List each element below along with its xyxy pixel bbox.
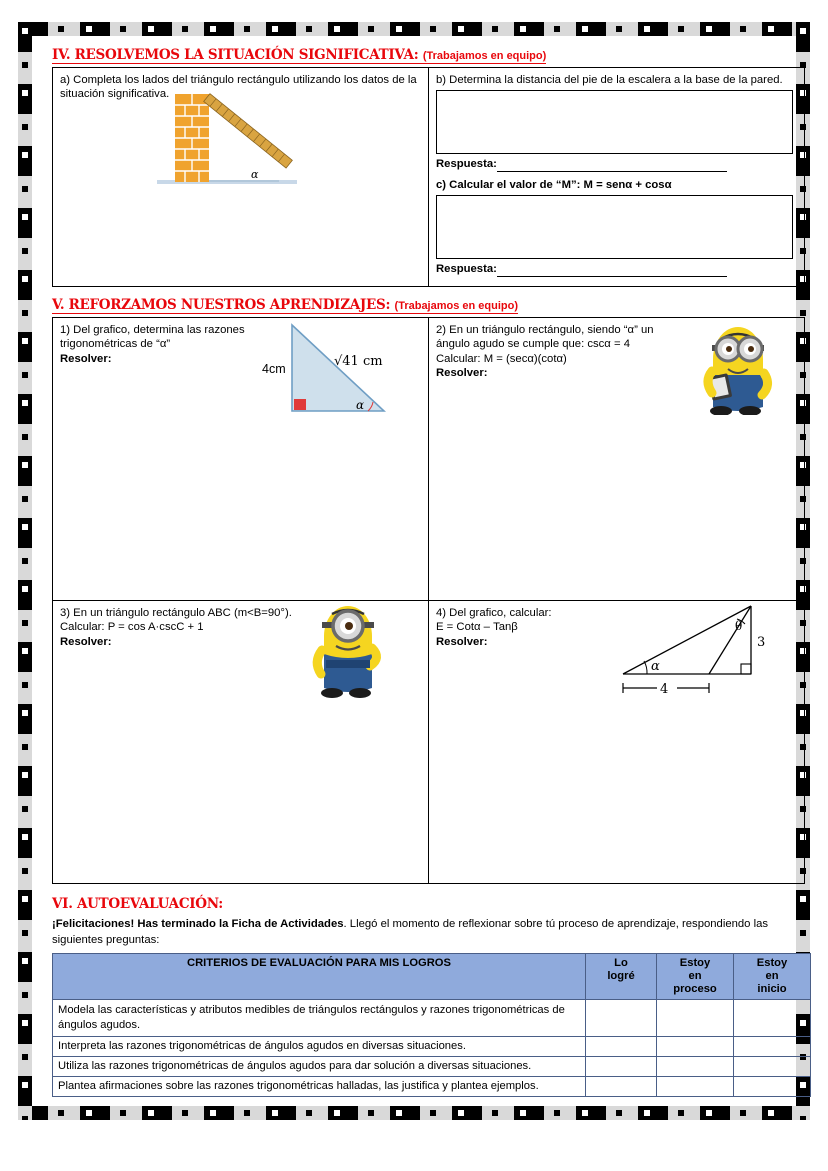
right-triangle-diagram: [260, 319, 412, 427]
exercise-3-line1: 3) En un triángulo rectángulo ABC (m<B=90°).: [60, 606, 292, 619]
criterion-4-inicio-cell[interactable]: [734, 1076, 811, 1096]
proceso-header-line2: en: [688, 970, 702, 982]
item-c-text: c) Calcular el valor de “M”: M = senα + cosα: [436, 178, 672, 191]
triangle-cevian-diagram: [611, 602, 786, 702]
answer-box-c[interactable]: [436, 195, 793, 259]
leg-label: 4cm: [262, 361, 286, 376]
inicio-header: [734, 953, 811, 999]
right-angle-marker: [294, 399, 306, 410]
logre-header-line1: Lo: [614, 956, 628, 969]
respuesta-c-label: Respuesta:: [436, 263, 497, 276]
proceso-header-line3: proceso: [673, 983, 717, 996]
criterion-1-logre-cell[interactable]: [586, 999, 657, 1036]
answer-box-b[interactable]: [436, 90, 793, 154]
respuesta-c-line[interactable]: [497, 265, 727, 277]
exercise-2-line2: Calcular: M = (secα)(cotα): [436, 352, 567, 365]
table-row: [53, 317, 805, 600]
ladder-figure: [147, 82, 307, 196]
section-vi-heading: [52, 896, 223, 912]
exercise-1-figure: [260, 319, 412, 431]
criterion-2-inicio-cell[interactable]: [734, 1036, 811, 1056]
table-header-row: [53, 953, 811, 999]
section-iv-heading: [52, 47, 546, 64]
cell-exercise-4: [429, 600, 805, 883]
exercise-2-minion: [688, 319, 780, 419]
criterion-2: Interpreta las razones trigonométricas de ángulos agudos en diversas situaciones.: [53, 1036, 586, 1056]
cell-exercise-3: [53, 600, 429, 883]
cell-exercise-2: [429, 317, 805, 600]
table-row: [53, 68, 805, 287]
inicio-header-line1: Estoy: [756, 956, 788, 969]
exercise-4-line2: E = Cotα – Tanβ: [436, 621, 518, 634]
criterion-4-logre-cell[interactable]: [586, 1076, 657, 1096]
item-a-text: a) Completa los lados del triángulo rectángulo utilizando los datos de la situación significativa.: [60, 74, 417, 101]
worksheet-content: [52, 46, 788, 1097]
border-bottom: [18, 1106, 810, 1120]
table-row: [53, 1036, 811, 1056]
section-v-table: [52, 317, 805, 884]
minion-with-clipboard-icon: [688, 319, 780, 415]
cell-exercise-1: [53, 317, 429, 600]
exercise-3-resolver: Resolver:: [60, 635, 112, 648]
alpha-label: α: [651, 658, 660, 674]
table-row: [53, 600, 805, 883]
hypotenuse-label: √41 cm: [334, 353, 383, 369]
section-vi-title: VI. AUTOEVALUACIÓN:: [52, 895, 223, 912]
brick-wall-icon: [175, 94, 209, 182]
section-v-subtitle: (Trabajamos en equipo): [394, 299, 519, 312]
respuesta-b: [436, 157, 797, 171]
side-3-label: 3: [757, 634, 766, 650]
proceso-header: [657, 953, 734, 999]
criterion-3-logre-cell[interactable]: [586, 1056, 657, 1076]
exercise-4-line1: 4) Del grafico, calcular:: [436, 606, 552, 619]
exercise-1-text: 1) Del grafico, determina las razones trigonométricas de “α”: [60, 323, 245, 351]
criteria-header: CRITERIOS DE EVALUACIÓN PARA MIS LOGROS: [53, 953, 586, 999]
criterion-3: Utiliza las razones trigonométricas de ángulos agudos para dar solución a diversas situaciones.: [53, 1056, 586, 1076]
criterion-3-inicio-cell[interactable]: [734, 1056, 811, 1076]
criterion-2-logre-cell[interactable]: [586, 1036, 657, 1056]
base-4-label: 4: [660, 681, 669, 697]
exercise-1-resolver: Resolver:: [60, 352, 112, 365]
section-iv-table: [52, 67, 805, 287]
cell-item-a: [53, 68, 429, 287]
section-v-title: V. REFORZAMOS NUESTROS APRENDIZAJES:: [52, 296, 391, 313]
inicio-header-line3: inicio: [757, 983, 787, 996]
ladder-icon: [204, 94, 293, 168]
exercise-3-minion: [300, 600, 392, 704]
exercise-2-resolver: Resolver:: [436, 367, 488, 380]
exercise-4-resolver: Resolver:: [436, 635, 488, 648]
criterion-3-proceso-cell[interactable]: [657, 1056, 734, 1076]
exercise-2-line1: 2) En un triángulo rectángulo, siendo “α” un ángulo agudo se cumple que: cscα = 4: [436, 323, 654, 351]
table-row: [53, 999, 811, 1036]
logre-header: [586, 953, 657, 999]
criterion-1: Modela las características y atributos medibles de triángulos rectángulos y razones trigonométricas de ángulos agudos.: [53, 999, 586, 1036]
ladder-angle-label: α: [251, 168, 259, 181]
exercise-3-line2: Calcular: P = cos A·cscC + 1: [60, 621, 204, 634]
criterion-4: Plantea afirmaciones sobre las razones trigonométricas halladas, las justifica y plantea ejemplos.: [53, 1076, 586, 1096]
logre-header-line2: logré: [607, 970, 635, 982]
proceso-header-line1: Estoy: [679, 956, 711, 969]
criterion-1-inicio-cell[interactable]: [734, 999, 811, 1036]
table-row: [53, 1076, 811, 1096]
item-b-text: b) Determina la distancia del pie de la escalera a la base de la pared.: [436, 74, 783, 86]
autoevaluation-intro-bold: ¡Felicitaciones! Has terminado la Ficha de Actividades: [52, 917, 344, 930]
section-iv-title: IV. RESOLVEMOS LA SITUACIÓN SIGNIFICATIVA:: [52, 47, 419, 63]
respuesta-b-label: Respuesta:: [436, 158, 497, 171]
border-left: [18, 22, 32, 1120]
exercise-4-figure: [611, 602, 786, 706]
criterion-1-proceso-cell[interactable]: [657, 999, 734, 1036]
ladder-wall-illustration: [147, 82, 307, 192]
criterion-4-proceso-cell[interactable]: [657, 1076, 734, 1096]
autoevaluation-intro-rest: . Llegó el momento de reflexionar sobre tú proceso de aprendizaje, respondiendo las siguientes preguntas:: [52, 917, 769, 947]
section-iv-subtitle: (Trabajamos en equipo): [422, 50, 547, 62]
inicio-header-line2: en: [765, 970, 779, 982]
respuesta-c: [436, 262, 797, 276]
minion-one-eye-icon: [300, 600, 392, 700]
angle-alpha-label: α: [356, 397, 365, 412]
respuesta-b-line[interactable]: [497, 160, 727, 172]
section-v-heading: [52, 297, 518, 314]
cell-item-bc: [429, 68, 805, 287]
table-row: [53, 1056, 811, 1076]
border-top: [18, 22, 810, 36]
theta-label: θ: [735, 618, 743, 633]
criterion-2-proceso-cell[interactable]: [657, 1036, 734, 1056]
autoevaluation-table: [52, 953, 811, 1097]
autoevaluation-intro: [52, 916, 774, 949]
